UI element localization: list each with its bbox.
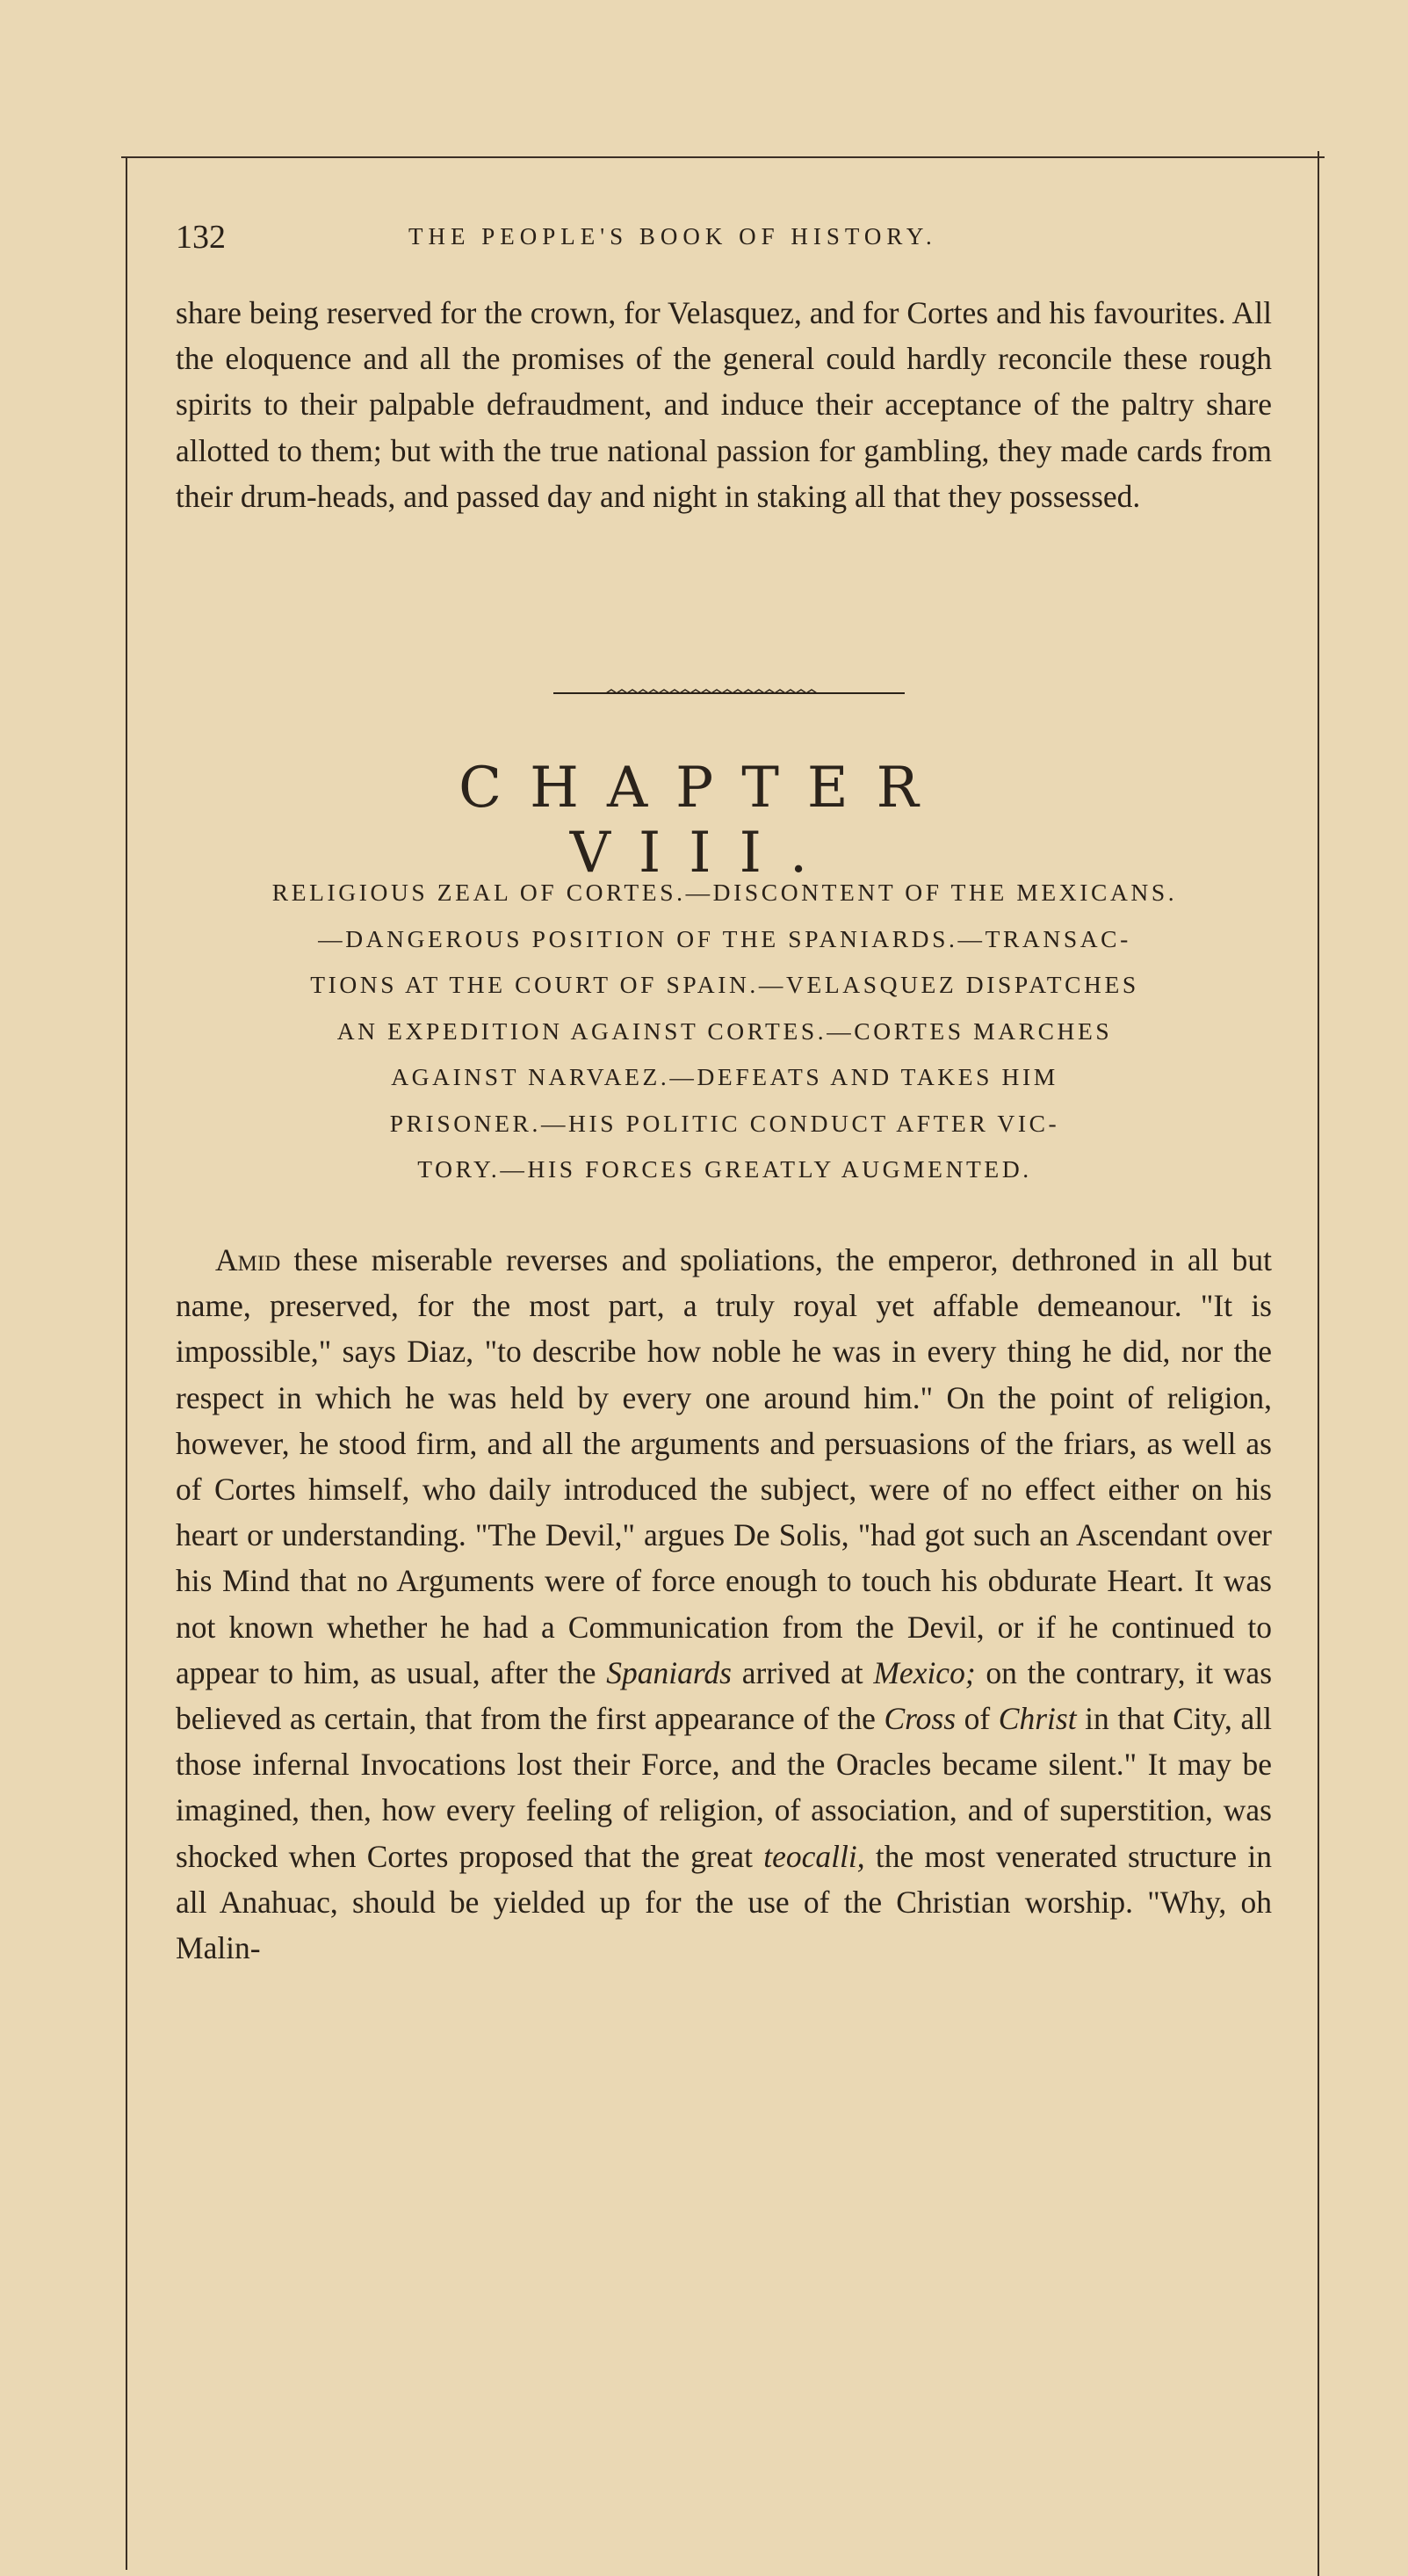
paragraph-text: Amid these miserable reverses and spoliations, the emperor, dethroned in all but name, preserved, for the most part, a truly royal yet affable demeanour. "It is impossible," says Diaz, "to describe how noble he was in every thing he did, nor the respect in which he was held by every one around him." On the point of religion, however, he stood firm, and all the arguments and persuasions of the friars, as well as of Cortes himself, who daily introduced the subject, were of no effect either on his heart or understanding. "The Devil," argues De Solis, "had got such an Ascendant over his Mind that no Arguments were of force enough to touch his obdurate Heart. It was not known whether he had a Communication from the Devil, or if he continued to appear to him, as usual, after the Spaniards arrived at Mexico; on the contrary, it was believed as certain, that from the first appearance of the Cross of Christ in that City, all those infernal Invocations lost their Force, and the Oracles became silent." It may be imagined, then, how every feeling of religion, of association, and of superstition, was shocked when Cortes proposed that the great teocalli, the most venerated structure in all Anahuac, should be yielded up for the use of the Christian worship. "Why, oh Malin-: [176, 1242, 1273, 1966]
ornamental-rule: [553, 685, 905, 701]
synopsis-line: TIONS AT THE COURT OF SPAIN.—VELASQUEZ DISPATCHES: [310, 971, 1139, 998]
chapter-synopsis: [167, 870, 1282, 1193]
chapter-title: CHAPTER VIII.: [459, 756, 947, 886]
page-header: [176, 218, 1054, 264]
synopsis-line: —DANGEROUS POSITION OF THE SPANIARDS.—TRANSAC-: [318, 924, 1131, 952]
synopsis-line: AGAINST NARVAEZ.—DEFEATS AND TAKES HIM: [391, 1063, 1058, 1090]
synopsis-line: PRISONER.—HIS POLITIC CONDUCT AFTER VIC-: [389, 1109, 1060, 1137]
synopsis-line: TORY.—HIS FORCES GREATLY AUGMENTED.: [417, 1155, 1032, 1183]
page-border-top: [121, 156, 1325, 158]
synopsis-line: AN EXPEDITION AGAINST CORTES.—CORTES MARCHES: [336, 1017, 1113, 1045]
running-title: THE PEOPLE'S BOOK OF HISTORY.: [408, 223, 937, 250]
page-border-left: [126, 158, 127, 2570]
page-number: 132: [176, 219, 226, 256]
paragraph-text: share being reserved for the crown, for Velasquez, and for Cortes and his favourites. All the eloquence and all the promises of the general could hardly reconcile these rough spirits to their palpable defraudment, and induce their acceptance of the paltry share allotted to them; but with the true national passion for gambling, they made cards from their drum-heads, and passed day and night in staking all that they possessed.: [176, 295, 1272, 514]
paragraph-continued: [176, 290, 1272, 519]
page-border-right: [1318, 151, 1319, 2576]
synopsis-line: RELIGIOUS ZEAL OF CORTES.—DISCONTENT OF THE MEXICANS.: [271, 879, 1178, 906]
opening-word: Amid: [215, 1242, 281, 1277]
chapter-body-paragraph: [176, 1237, 1272, 1971]
